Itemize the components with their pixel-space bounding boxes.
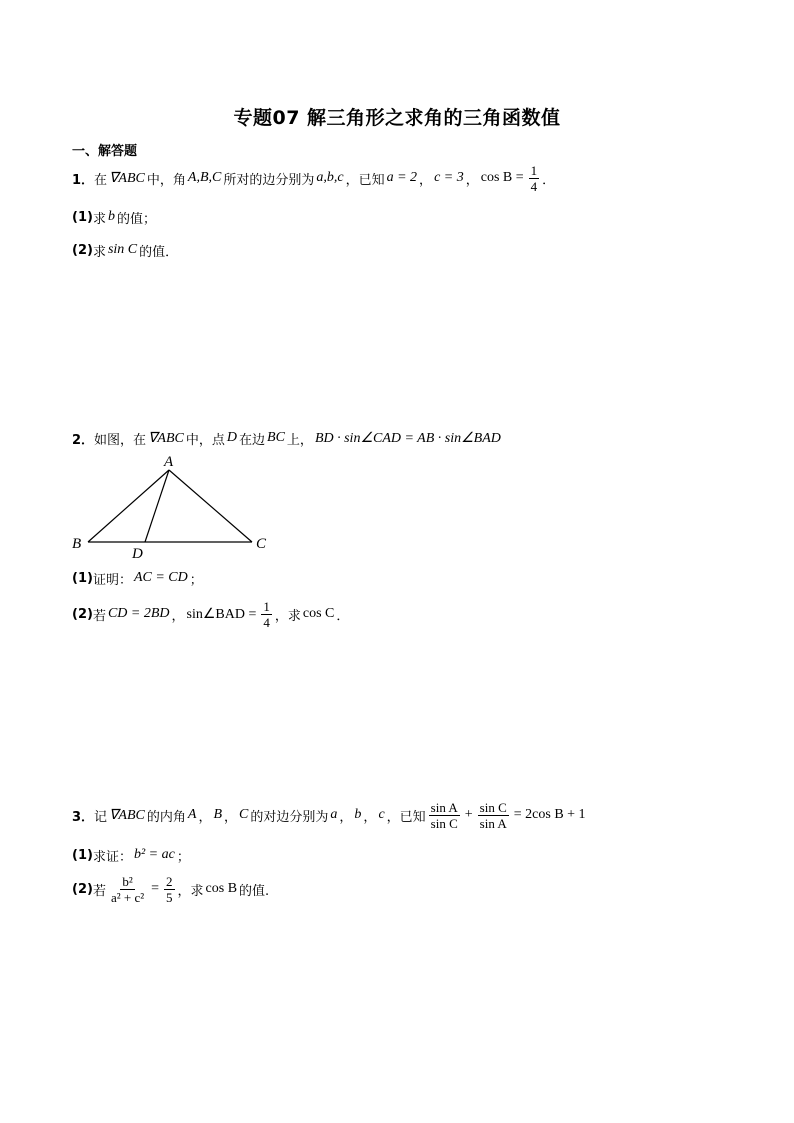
math: D — [226, 430, 238, 445]
text: ， — [171, 608, 185, 624]
math: B — [213, 807, 223, 822]
math: b² = ac — [133, 847, 175, 862]
text: ， — [465, 172, 479, 188]
text: 的值； — [116, 211, 156, 227]
text: ，已知 — [345, 172, 385, 188]
part-label: (1) — [72, 570, 93, 586]
question-1-stem — [72, 163, 555, 193]
math: sin∠BAD = — [186, 606, 257, 622]
part-label: (1) — [72, 209, 93, 225]
text: 如图，在 — [94, 432, 147, 448]
math: ∇ABC — [109, 170, 145, 186]
math: BD · sin∠CAD = AB · sin∠BAD — [314, 430, 501, 446]
text: 的内角 — [146, 809, 186, 825]
question-number: 2． — [72, 432, 95, 448]
math: c — [378, 807, 385, 822]
vertex-label-c: C — [256, 536, 267, 552]
math: ∇ABC — [109, 807, 145, 823]
denominator: 5 — [166, 889, 173, 905]
math: A — [187, 807, 197, 822]
fraction — [109, 874, 146, 905]
math: cos B — [205, 881, 238, 896]
math: sin C — [107, 242, 138, 257]
math: a — [330, 807, 338, 822]
page-title: 专题07 解三角形之求角的三角函数值 — [233, 107, 561, 129]
text: 若 — [92, 608, 106, 624]
question-number: 3． — [72, 809, 95, 825]
part-label: (2) — [72, 881, 93, 897]
numerator: b² — [122, 873, 133, 889]
text: ． — [542, 172, 556, 188]
side-ac — [169, 470, 252, 542]
text: ； — [189, 572, 203, 588]
text: ， — [198, 809, 212, 825]
fraction — [429, 800, 460, 831]
section-heading: 一、解答题 — [72, 144, 138, 159]
text: ． — [336, 608, 350, 624]
question-number: 1． — [72, 172, 95, 188]
text: 的值. — [239, 883, 270, 899]
text: ， — [419, 172, 433, 188]
math: A,B,C — [187, 170, 222, 185]
part-label: (1) — [72, 847, 93, 863]
denominator: sin C — [430, 815, 458, 831]
part-label: (2) — [72, 606, 93, 622]
question-1-part-2 — [72, 235, 178, 265]
text: ， — [363, 809, 377, 825]
question-2-stem — [72, 423, 503, 453]
math: b — [354, 807, 362, 822]
numerator: 1 — [530, 162, 538, 178]
fraction — [261, 599, 272, 630]
text: 中，点 — [185, 432, 225, 448]
denominator: 4 — [263, 614, 270, 630]
math: + — [464, 807, 473, 822]
text: ， — [224, 809, 238, 825]
question-3-part-1 — [72, 840, 190, 870]
question-2-part-2 — [72, 599, 349, 629]
numerator: sin C — [479, 799, 507, 815]
text: 在边 — [239, 432, 266, 448]
denominator: a² + c² — [110, 889, 145, 905]
question-3-part-2 — [72, 874, 269, 904]
text: ，求 — [274, 608, 301, 624]
text: 求 — [92, 244, 106, 260]
text: ，求 — [177, 883, 204, 899]
denominator: 4 — [530, 178, 538, 194]
math: ∇ABC — [148, 430, 184, 446]
math: b — [107, 209, 115, 224]
text: 求 — [92, 211, 106, 227]
text: 中，角 — [146, 172, 186, 188]
fraction — [478, 800, 509, 831]
question-2-part-1 — [72, 563, 203, 593]
text: 的值． — [139, 244, 179, 260]
numerator: 1 — [263, 598, 270, 614]
math: BC — [267, 430, 285, 445]
vertex-label-a: A — [164, 454, 174, 470]
question-3-stem — [72, 800, 588, 830]
text: ，已知 — [386, 809, 426, 825]
math: c = 3 — [434, 170, 464, 185]
math: a,b,c — [316, 170, 344, 185]
math: C — [239, 807, 249, 822]
point-label-d: D — [132, 546, 143, 562]
math: = — [151, 881, 160, 896]
text: 上， — [286, 432, 313, 448]
text: 所对的边分别为 — [223, 172, 315, 188]
math: CD = 2BD — [107, 606, 170, 621]
numerator: 2 — [166, 873, 173, 889]
numerator: sin A — [430, 799, 458, 815]
triangle-figure — [68, 452, 278, 562]
vertex-label-b: B — [72, 536, 82, 552]
math: = 2cos B + 1 — [513, 807, 586, 822]
math: AC = CD — [133, 570, 188, 585]
fraction — [164, 874, 175, 905]
text: 求证： — [92, 849, 132, 865]
math: cos C — [302, 606, 335, 621]
math: cos B = — [480, 170, 524, 185]
text: ； — [176, 849, 190, 865]
fraction — [529, 163, 540, 194]
text: 若 — [92, 883, 106, 899]
question-1-part-1 — [72, 202, 156, 232]
text: 的对边分别为 — [250, 809, 329, 825]
math: a = 2 — [386, 170, 418, 185]
text: 证明： — [92, 572, 132, 588]
part-label: (2) — [72, 242, 93, 258]
text: 在 — [94, 172, 108, 188]
denominator: sin A — [479, 815, 507, 831]
text: ， — [339, 809, 353, 825]
text: 记 — [94, 809, 108, 825]
